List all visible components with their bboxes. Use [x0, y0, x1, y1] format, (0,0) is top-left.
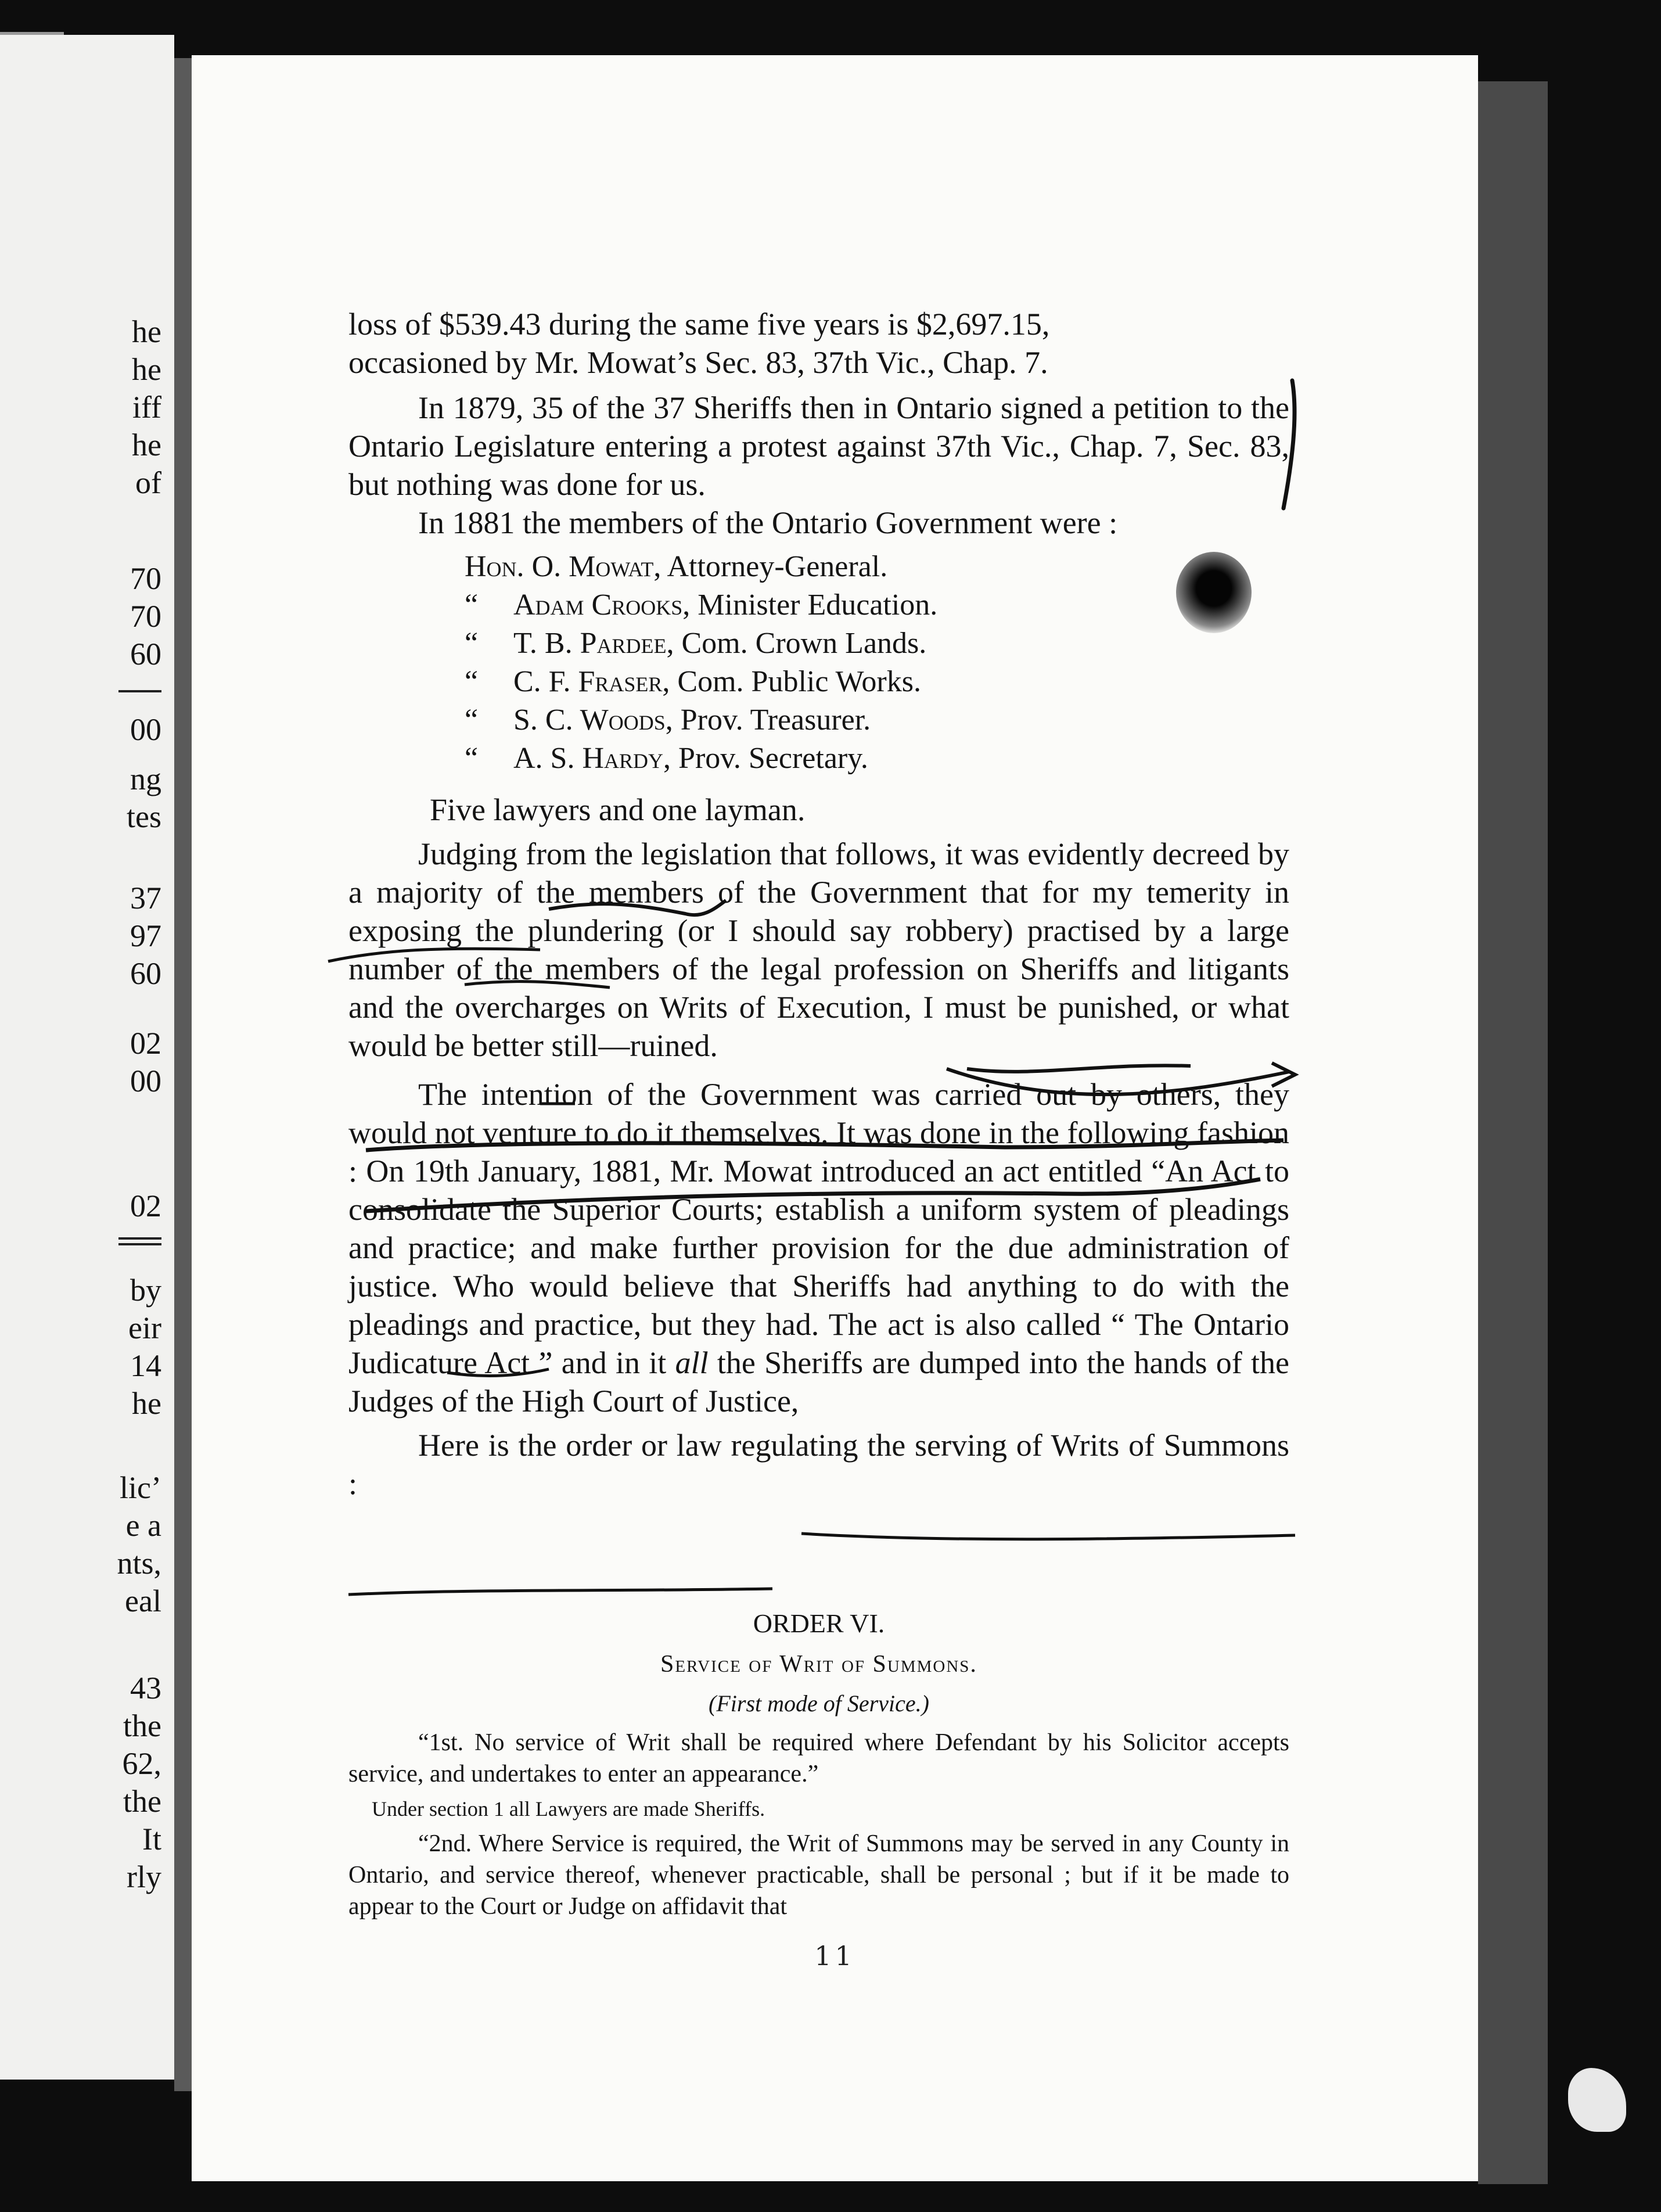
- paragraph-order-intro: Here is the order or law regulating the serving of Writs of Summons :: [348, 1428, 1289, 1501]
- left-fragment: 14: [130, 1348, 161, 1383]
- minister-item: “ T. B. Pardee, Com. Crown Lands.: [465, 627, 927, 660]
- left-fragment: 00: [130, 712, 161, 747]
- page-shadow: [1478, 81, 1548, 2184]
- left-fragment: rly: [127, 1859, 161, 1894]
- paragraph-judging: Judging from the legislation that follows, it was evidently decreed by a majority of the members of the Government that for my temerity in exposing the plundering (or I should say robbery) practised by a large number of the members of the legal profession on Sheriffs and litigants and the overcharges on Writs of Execution, I must be punished, or what would be better still—ruined.: [348, 836, 1289, 1063]
- left-fragment: ng: [130, 762, 161, 796]
- clause-second: “2nd. Where Service is required, the Writ of Summons may be served in any County in Ontario, and service thereof, whenever practicable, shall be personal ; but if it be made to appear to the Court or Judge on affidavit that: [348, 1830, 1289, 1920]
- order-clauses: [348, 1727, 1289, 1922]
- left-fragment: he: [132, 352, 161, 387]
- paragraph-intention: The intention of the Government was carried out by others, they would not venture to do it themselves. It was done in the following fashion : On 19th January, 1881, Mr. Mowat introduced an act entitled “An Act to consolidate the Superior Courts; establish a uniform system of pleadings and practice; and make further provision for the due administration of justice. Who would believe that Sheriffs had anything to do with the pleadings and practice, but they had. The act is also called “ The Ontario Judicature Act ” and in it all the Sheriffs are dumped into the hands of the Judges of the High Court of Justice,: [348, 1077, 1289, 1419]
- left-rule: [118, 1237, 161, 1240]
- left-fragment: 43: [130, 1671, 161, 1705]
- left-fragment: eal: [125, 1583, 161, 1618]
- left-fragment: the: [123, 1784, 161, 1819]
- left-fragment: 62,: [122, 1746, 161, 1781]
- left-fragment: 70: [130, 599, 161, 634]
- left-fragment: 02: [130, 1188, 161, 1223]
- clause-first: “1st. No service of Writ shall be required where Defendant by his Solicitor accepts service, and undertakes to enter an appearance.”: [348, 1729, 1289, 1787]
- left-fragment: nts,: [117, 1546, 161, 1581]
- order-subtitle: Service of Writ of Summons.: [660, 1651, 977, 1678]
- left-fragment: tes: [127, 799, 161, 834]
- left-fragment: of: [135, 465, 161, 500]
- minister-item: “ S. C. Woods, Prov. Treasurer.: [465, 703, 871, 737]
- left-fragment: 00: [130, 1064, 161, 1098]
- left-fragment: the: [123, 1708, 161, 1743]
- left-rule: [118, 1243, 161, 1245]
- paragraph-government: In 1881 the members of the Ontario Government were :: [418, 505, 1118, 540]
- book-gutter: [174, 58, 192, 2091]
- left-fragment: It: [142, 1822, 161, 1857]
- left-fragment: lic’: [120, 1470, 161, 1505]
- order-title: ORDER VI.: [753, 1608, 885, 1638]
- service-mode: (First mode of Service.): [709, 1690, 929, 1717]
- paper-damage: [1568, 2068, 1626, 2132]
- document-page: [192, 55, 1478, 2181]
- left-fragment: he: [132, 1386, 161, 1421]
- minister-item: “ A. S. Hardy, Prov. Secretary.: [465, 742, 868, 775]
- clause-note: Under section 1 all Lawyers are made Sheriffs.: [372, 1797, 765, 1820]
- paragraph-continued: loss of $539.43 during the same five years is $2,697.15, occasioned by Mr. Mowat’s Sec. 83, 37th Vic., Chap. 7.: [348, 307, 1050, 380]
- left-fragment: by: [130, 1273, 161, 1308]
- minister-list: [348, 548, 1289, 778]
- paragraph-lawyers: Five lawyers and one layman.: [430, 792, 806, 827]
- left-fragment: 97: [130, 918, 161, 953]
- left-fragment: 37: [130, 881, 161, 915]
- left-fragment: he: [132, 428, 161, 462]
- left-fragment: eir: [128, 1310, 161, 1345]
- left-fragment: 70: [130, 561, 161, 596]
- body-text: [348, 305, 1289, 1503]
- left-fragment: 02: [130, 1026, 161, 1061]
- paragraph-protest: In 1879, 35 of the 37 Sheriffs then in Ontario signed a petition to the Ontario Legislature entering a protest against 37th Vic., Chap. 7, Sec. 83, but nothing was done for us.: [348, 390, 1289, 502]
- left-fragment: iff: [132, 390, 161, 425]
- page-number: 11: [814, 1940, 855, 1972]
- left-rule: [118, 690, 161, 692]
- left-fragment: 60: [130, 956, 161, 991]
- adjacent-page-left: [0, 35, 174, 2080]
- left-fragment: 60: [130, 637, 161, 672]
- left-fragment: e a: [125, 1508, 161, 1543]
- minister-item: Hon. O. Mowat, Attorney-General.: [465, 550, 888, 583]
- order-section: [348, 1606, 1289, 1922]
- minister-item: “ C. F. Fraser, Com. Public Works.: [465, 665, 921, 698]
- minister-item: “ Adam Crooks, Minister Education.: [465, 588, 938, 622]
- left-fragment: he: [132, 314, 161, 349]
